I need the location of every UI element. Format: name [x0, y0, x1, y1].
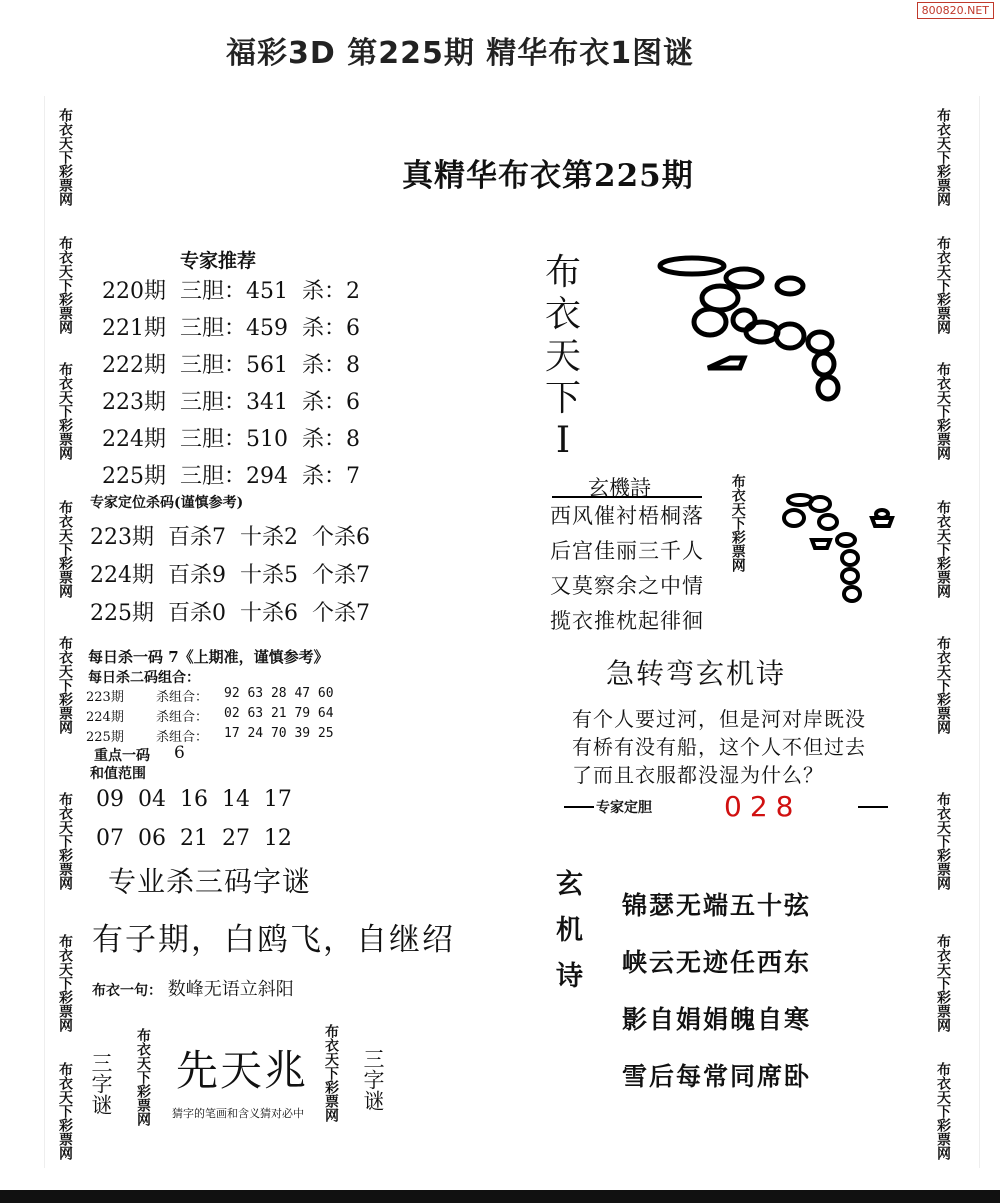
side-mark-right-8: 布衣天下彩票网	[935, 1062, 951, 1160]
poem-line: 揽衣推枕起徘徊	[550, 609, 704, 633]
combo-values: 17 24 70 39 25	[224, 726, 334, 741]
teaser-line: 有个人要过河，但是河对岸既没	[572, 707, 866, 731]
one-sentence	[92, 975, 294, 1001]
sum-range-label: 和值范围	[90, 766, 146, 782]
riddle-title: 专业杀三码字谜	[108, 865, 312, 898]
logo-char: 天	[544, 336, 581, 377]
page-title: 福彩3D 第225期 精华布衣1图谜	[226, 36, 695, 71]
one-sentence-text: 数峰无语立斜阳	[167, 979, 294, 1000]
key-number-value: 6	[174, 743, 185, 763]
big-riddle-text: 先天兆	[176, 1046, 309, 1095]
expert-row: 223期 三胆：341 杀：6	[102, 390, 360, 415]
logo-char: I	[555, 420, 571, 461]
ink-sketch-picture-small	[776, 488, 902, 604]
side-mark-right-5: 布衣天下彩票网	[935, 636, 951, 734]
logo-char: 布	[544, 252, 581, 293]
combo-label: 杀组合：	[156, 690, 209, 705]
position-kill-title: 专家定位杀码(谨慎参考)	[90, 495, 244, 511]
xuanji-poem-lines	[550, 500, 704, 640]
position-kill-row: 223期 百杀7 十杀2 个杀6	[90, 525, 370, 550]
brain-teaser-title: 急转弯玄机诗	[606, 657, 787, 690]
one-sentence-label: 布衣一句：	[92, 983, 162, 999]
side-mark-left-8: 布衣天下彩票网	[57, 1062, 73, 1160]
position-kill-row: 225期 百杀0 十杀6 个杀7	[90, 601, 370, 626]
side-mark-right-4: 布衣天下彩票网	[935, 500, 951, 598]
expert-row: 224期 三胆：510 杀：8	[102, 427, 360, 452]
combo-values: 92 63 28 47 60	[224, 686, 334, 701]
expert-row: 225期 三胆：294 杀：7	[102, 464, 360, 489]
side-mark-left-3: 布衣天下彩票网	[57, 362, 73, 460]
label-char: 诗	[556, 961, 583, 992]
ink-sketch-picture	[650, 248, 860, 418]
sum-range-row-2: 07 06 21 27 12	[96, 826, 292, 851]
side-mark-inner-2: 布衣天下彩票网	[323, 1024, 339, 1122]
combo-period: 225期	[86, 730, 124, 745]
side-mark-inner-1: 布衣天下彩票网	[135, 1028, 151, 1126]
combo-label: 杀组合：	[156, 730, 209, 745]
xuanji-poem-underline	[552, 496, 702, 498]
poem-line: 西风催衬梧桐落	[550, 504, 704, 528]
bottom-poem-label	[556, 862, 583, 1000]
bottom-poem-line: 峡云无迹任西东	[622, 948, 812, 977]
teaser-line: 了而且衣服都没湿为什么？	[572, 763, 824, 787]
sanzimi-right: 三字谜	[361, 1048, 385, 1111]
xuanji-poem-title: 玄機詩	[588, 476, 651, 500]
side-mark-left-2: 布衣天下彩票网	[57, 236, 73, 334]
side-mark-left-6: 布衣天下彩票网	[57, 792, 73, 890]
side-mark-right-6: 布衣天下彩票网	[935, 792, 951, 890]
dan-rule-right	[858, 806, 888, 808]
combo-period: 223期	[86, 690, 124, 705]
poem-line: 后宫佳丽三千人	[550, 539, 704, 563]
logo-char: 下	[544, 378, 581, 419]
riddle-text: 有子期，白鸥飞，自继绍	[92, 922, 455, 958]
poem-line: 又莫察余之中情	[550, 574, 704, 598]
side-mark-right-2: 布衣天下彩票网	[935, 236, 951, 334]
key-number-label: 重点一码	[94, 748, 150, 764]
riddle-hint: 猜字的笔画和含义猜对必中	[172, 1107, 304, 1120]
expert-row: 220期 三胆：451 杀：2	[102, 279, 360, 304]
side-mark-right-1: 布衣天下彩票网	[935, 108, 951, 206]
combo-label: 杀组合：	[156, 710, 209, 725]
teaser-line: 有桥有没有船，这个人不但过去	[572, 735, 866, 759]
side-mark-left-7: 布衣天下彩票网	[57, 934, 73, 1032]
expert-dan-value: 028	[724, 790, 802, 823]
expert-row: 221期 三胆：459 杀：6	[102, 316, 360, 341]
bottom-border	[0, 1190, 1000, 1203]
expert-list	[102, 274, 360, 496]
poster-heading: 真精华布衣第225期	[402, 158, 694, 194]
position-kill-list	[90, 520, 370, 634]
logo-char: 衣	[544, 294, 581, 335]
label-char: 机	[556, 915, 583, 946]
combo-period: 224期	[86, 710, 124, 725]
dan-rule-left	[564, 806, 594, 808]
side-mark-right-7: 布衣天下彩票网	[935, 934, 951, 1032]
side-mark-left-1: 布衣天下彩票网	[57, 108, 73, 206]
expert-row: 222期 三胆：561 杀：8	[102, 353, 360, 378]
bottom-poem-line: 雪后每常同席卧	[622, 1062, 812, 1091]
position-kill-row: 224期 百杀9 十杀5 个杀7	[90, 563, 370, 588]
daily-combo-title: 每日杀二码组合：	[88, 670, 200, 686]
bottom-poem-line: 影自娟娟魄自寒	[622, 1005, 812, 1034]
bottom-poem-line: 锦瑟无端五十弦	[622, 891, 812, 920]
side-mark-poem: 布衣天下彩票网	[729, 474, 746, 572]
side-mark-left-4: 布衣天下彩票网	[57, 500, 73, 598]
label-char: 玄	[556, 869, 583, 900]
expert-dan-label: 专家定胆	[596, 800, 652, 816]
side-mark-left-5: 布衣天下彩票网	[57, 636, 73, 734]
daily-kill-title: 每日杀一码 7《上期准，谨慎参考》	[88, 648, 329, 666]
sanzimi-left: 三字谜	[89, 1052, 113, 1115]
combo-values: 02 63 21 79 64	[224, 706, 334, 721]
expert-title: 专家推荐	[180, 250, 257, 272]
brain-teaser-text	[572, 703, 866, 787]
vertical-logo	[540, 252, 586, 462]
bottom-poem-lines	[622, 886, 811, 1114]
watermark: 800820.NET	[917, 2, 994, 19]
sum-range-row-1: 09 04 16 14 17	[96, 787, 292, 812]
side-mark-right-3: 布衣天下彩票网	[935, 362, 951, 460]
